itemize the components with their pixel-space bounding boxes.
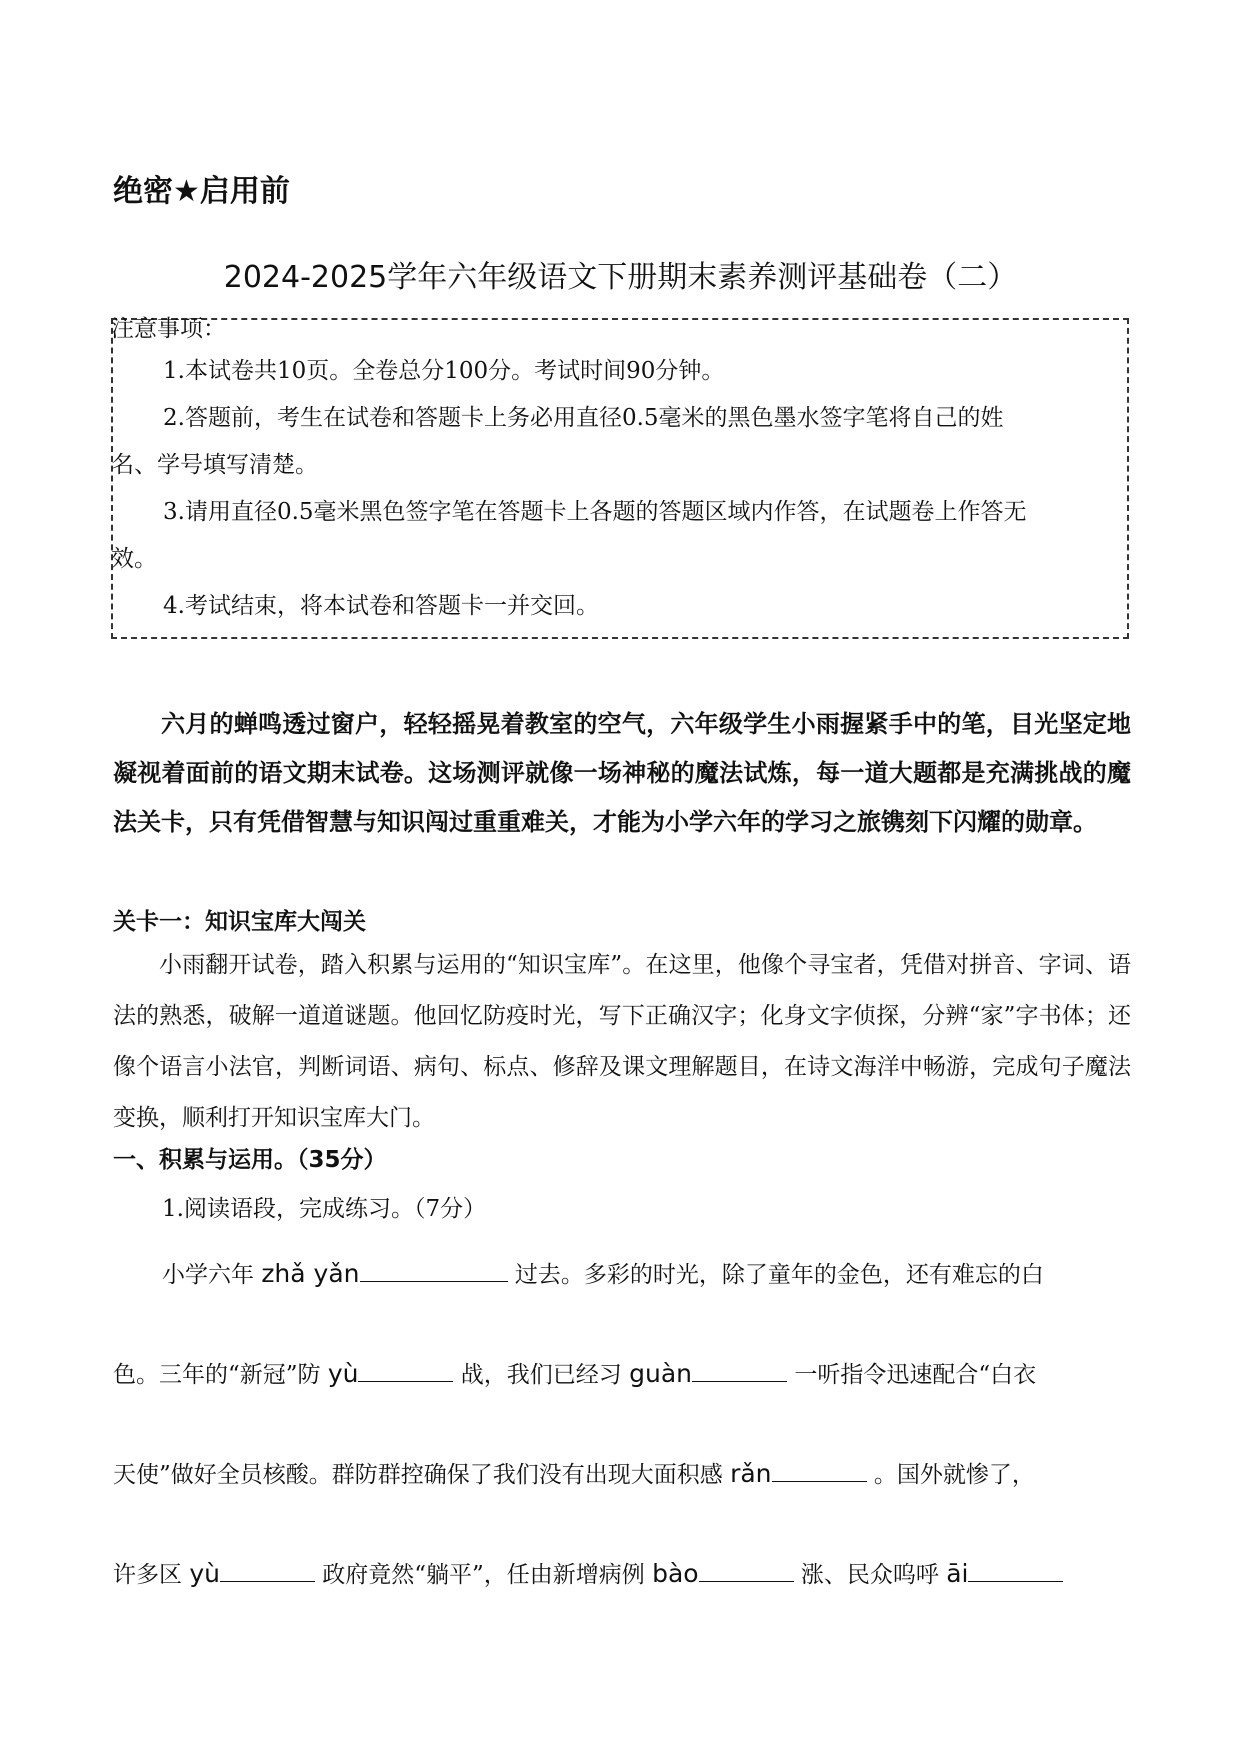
passage-line-3: [113, 1456, 1035, 1489]
pinyin-hint: rǎn: [730, 1459, 772, 1488]
answer-blank[interactable]: [699, 1559, 794, 1582]
notice-item-3: 3.请用直径0.5毫米黑色签字笔在答题卡上各题的答题区域内作答，在试题卷上作答无: [163, 499, 1027, 525]
passage-text: 过去。多彩的时光，除了童年的金色，还有难忘的白: [514, 1262, 1044, 1288]
answer-blank[interactable]: [692, 1359, 787, 1382]
level1-heading: 关卡一：知识宝库大闯关: [113, 909, 366, 935]
passage-text: 涨、民众呜呼: [800, 1562, 939, 1588]
passage-text: 。国外就惨了，: [873, 1462, 1035, 1488]
pinyin-hint: yù: [327, 1359, 359, 1388]
notice-heading: 注意事项：: [111, 316, 226, 342]
question-1: 1.阅读语段，完成练习。（7分）: [162, 1196, 487, 1222]
passage-text: 政府竟然“躺平”，任由新增病例: [322, 1562, 645, 1588]
answer-blank[interactable]: [220, 1559, 315, 1582]
notice-item-3-cont: 效。: [111, 546, 157, 572]
pinyin-hint: guàn: [629, 1359, 692, 1388]
passage-line-4: [113, 1556, 1063, 1589]
passage-text: 战，我们已经习: [460, 1362, 622, 1388]
answer-blank[interactable]: [968, 1559, 1063, 1582]
answer-blank[interactable]: [772, 1459, 867, 1482]
passage-text: 小学六年: [162, 1262, 254, 1288]
pinyin-hint: zhǎ yǎn: [261, 1259, 360, 1288]
passage-text: 天使”做好全员核酸。群防群控确保了我们没有出现大面积感: [113, 1462, 723, 1488]
notice-item-2: 2.答题前，考生在试卷和答题卡上务必用直径0.5毫米的黑色墨水签字笔将自己的姓: [163, 405, 1004, 431]
answer-blank[interactable]: [358, 1359, 453, 1382]
passage-line-2: [113, 1356, 1036, 1389]
passage-text: 色。三年的“新冠”防: [113, 1362, 321, 1388]
pinyin-hint: bào: [652, 1559, 699, 1588]
exam-title: 2024-2025学年六年级语文下册期末素养测评基础卷（二）: [223, 260, 1018, 295]
level1-story: 小雨翻开试卷，踏入积累与运用的“知识宝库”。在这里，他像个寻宝者，凭借对拼音、字词、语法的熟悉，破解一道道谜题。他回忆防疫时光，写下正确汉字；化身文字侦探，分辨“家”字书体；还像个语言小法官，判断词语、病句、标点、修辞及课文理解题目，在诗文海洋中畅游，完成句子魔法变换，顺利打开知识宝库大门。: [113, 952, 1131, 1131]
intro-paragraph: 六月的蝉鸣透过窗户，轻轻摇晃着教室的空气，六年级学生小雨握紧手中的笔，目光坚定地凝视着面前的语文期末试卷。这场测评就像一场神秘的魔法试炼，每一道大题都是充满挑战的魔法关卡，只有凭借智慧与知识闯过重重难关，才能为小学六年的学习之旅镌刻下闪耀的勋章。: [113, 710, 1131, 836]
passage-text: 许多区: [113, 1562, 182, 1588]
notice-item-1: 1.本试卷共10页。全卷总分100分。考试时间90分钟。: [163, 358, 725, 384]
section1-heading: 一、积累与运用。（35分）: [113, 1147, 387, 1173]
confidential-label: 绝密★启用前: [113, 174, 290, 209]
notice-item-4: 4.考试结束，将本试卷和答题卡一并交回。: [163, 593, 599, 619]
passage-line-1: [162, 1256, 1044, 1289]
pinyin-hint: yù: [189, 1559, 220, 1588]
notice-box: [111, 318, 1129, 639]
notice-item-2-cont: 名、学号填写清楚。: [111, 452, 318, 478]
passage-text: 一听指令迅速配合“白衣: [794, 1362, 1037, 1388]
pinyin-hint: āi: [946, 1559, 969, 1588]
answer-blank[interactable]: [360, 1259, 508, 1282]
